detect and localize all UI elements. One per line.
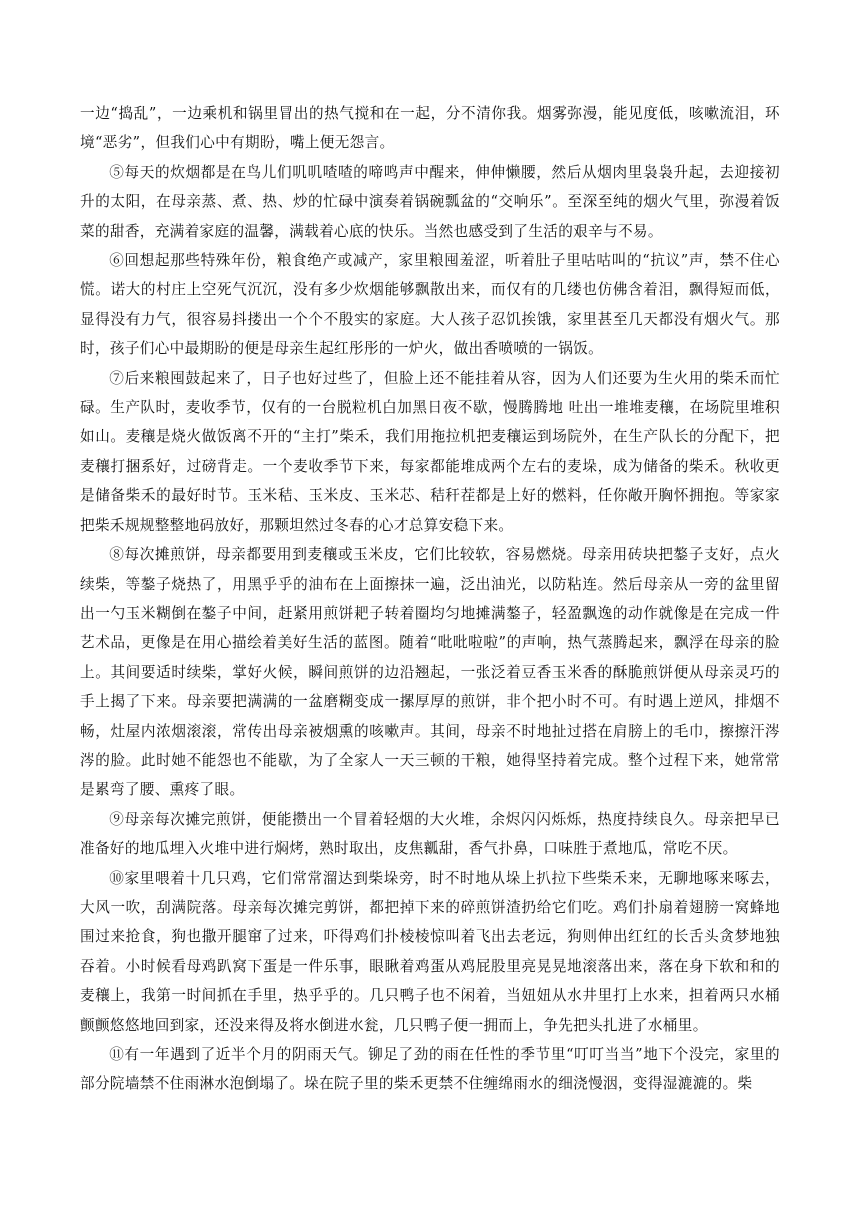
paragraph-continued: 一边“捣乱”，一边乘机和锅里冒出的热气搅和在一起，分不清你我。烟雾弥漫，能见度低，咳嗽流泪，环境“恶劣”，但我们心中有期盼，嘴上便无怨言。 [80,105,780,152]
document-page [80,99,780,1099]
paragraph-9: ⑨母亲每次摊完煎饼，便能攒出一个冒着轻烟的大火堆，余烬闪闪烁烁，热度持续良久。母亲把早已准备好的地瓜埋入火堆中进行焖烤，熟时取出，皮焦瓤甜，香气扑鼻，口味胜于煮地瓜，常吃不厌。 [80,810,780,858]
paragraph-7: ⑦后来粮囤鼓起来了，日子也好过些了，但脸上还不能挂着从容，因为人们还要为生火用的柴禾而忙碌。生产队时，麦收季节，仅有的一台脱粒机白加黑日夜不歇，慢腾腾地 吐出一堆堆麦穰，在场院里堆积如山。麦穰是烧火做饭离不开的“主打”柴禾，我们用拖拉机把麦穰运到场院外，在生产队长的分配下，把麦穰打捆系好，过磅背走。一个麦收季节下来，每家都能堆成两个左右的麦垛，成为储备的柴禾。秋收更是储备柴禾的最好时节。玉米秸、玉米皮、玉米芯、秸秆茬都是上好的燃料，任你敞开胸怀拥抱。等家家把柴禾规规整整地码放好，那颗坦然过冬春的心才总算安稳下来。 [80,369,780,534]
paragraph-8: ⑧每次摊煎饼，母亲都要用到麦穰或玉米皮，它们比较软，容易燃烧。母亲用砖块把鏊子支好，点火续柴，等鏊子烧热了，用黑乎乎的油布在上面擦抹一遍，泛出油光，以防粘连。然后母亲从一旁的盆里留出一勺玉米糊倒在鏊子中间，赶紧用煎饼耙子转着圈均匀地摊满鏊子，轻盈飘逸的动作就像是在完成一件艺术品，更像是在用心描绘着美好生活的蓝图。随着“吡吡啦啦”的声响，热气蒸腾起来，飘浮在母亲的脸上。其间要适时续柴，掌好火候，瞬间煎饼的边沿翘起，一张泛着豆香玉米香的酥脆煎饼便从母亲灵巧的手上揭了下来。母亲要把满满的一盆磨糊变成一摞厚厚的煎饼，非个把小时不可。有时遇上逆风，排烟不畅，灶屋内浓烟滚滚，常传出母亲被烟熏的咳嗽声。其间，母亲不时地扯过搭在肩膀上的毛巾，擦擦汗涔涔的脸。此时她不能怨也不能歇，为了全家人一天三顿的干粮，她得坚持着完成。整个过程下来，她常常是累弯了腰、熏疼了眼。 [80,546,780,799]
paragraph-11: ⑪有一年遇到了近半个月的阴雨天气。铆足了劲的雨在任性的季节里“叮叮当当”地下个没完，家里的部分院墙禁不住雨淋水泡倒塌了。垛在院子里的柴禾更禁不住缠绵雨水的细浇慢洇，变得湿漉漉的。柴 [80,1046,780,1093]
paragraph-10: ⑩家里喂着十几只鸡，它们常常溜达到柴垛旁，时不时地从垛上扒拉下些柴禾来，无聊地啄来啄去，大风一吹，刮满院落。母亲每次摊完剪饼，都把掉下来的碎煎饼渣扔给它们吃。鸡们扑扇着翅膀一窝蜂地围过来抢食，狗也撒开腿窜了过来，吓得鸡们扑棱棱惊叫着飞出去老远，狗则伸出红红的长舌头贪梦地独吞着。小时候看母鸡趴窝下蛋是一件乐事，眼瞅着鸡蛋从鸡屁股里亮晃晃地滚落出来，落在身下软和和的麦穰上，我第一时间抓在手里，热乎乎的。几只鸭子也不闲着，当妞妞从水井里打上水来，担着两只水桶颤颤悠悠地回到家，还没来得及将水倒进水瓮，几只鸭子便一拥而上，争先把头扎进了水桶里。 [80,869,780,1034]
paragraph-5: ⑤每天的炊烟都是在鸟儿们叽叽喳喳的啼鸣声中醒来，伸伸懒腰，然后从烟肉里袅袅升起，去迎接初升的太阳，在母亲蒸、煮、热、炒的忙碌中演奏着锅碗瓢盆的“交响乐”。至深至纯的烟火气里，弥漫着饭菜的甜香，充满着家庭的温馨，满载着心底的快乐。当然也感受到了生活的艰辛与不易。 [80,163,780,240]
paragraph-6: ⑥回想起那些特殊年份，粮食绝产或减产，家里粮囤羞涩，听着肚子里咕咕叫的“抗议”声，禁不住心慌。诺大的村庄上空死气沉沉，没有多少炊烟能够飘散出来，而仅有的几缕也仿佛含着泪，飘得短而低，显得没有力气，很容易抖搂出一个个不殷实的家庭。大人孩子忍饥挨饿，家里甚至几天都没有烟火气。那时，孩子们心中最期盼的便是母亲生起红彤彤的一炉火，做出香喷喷的一锅饭。 [80,252,780,358]
